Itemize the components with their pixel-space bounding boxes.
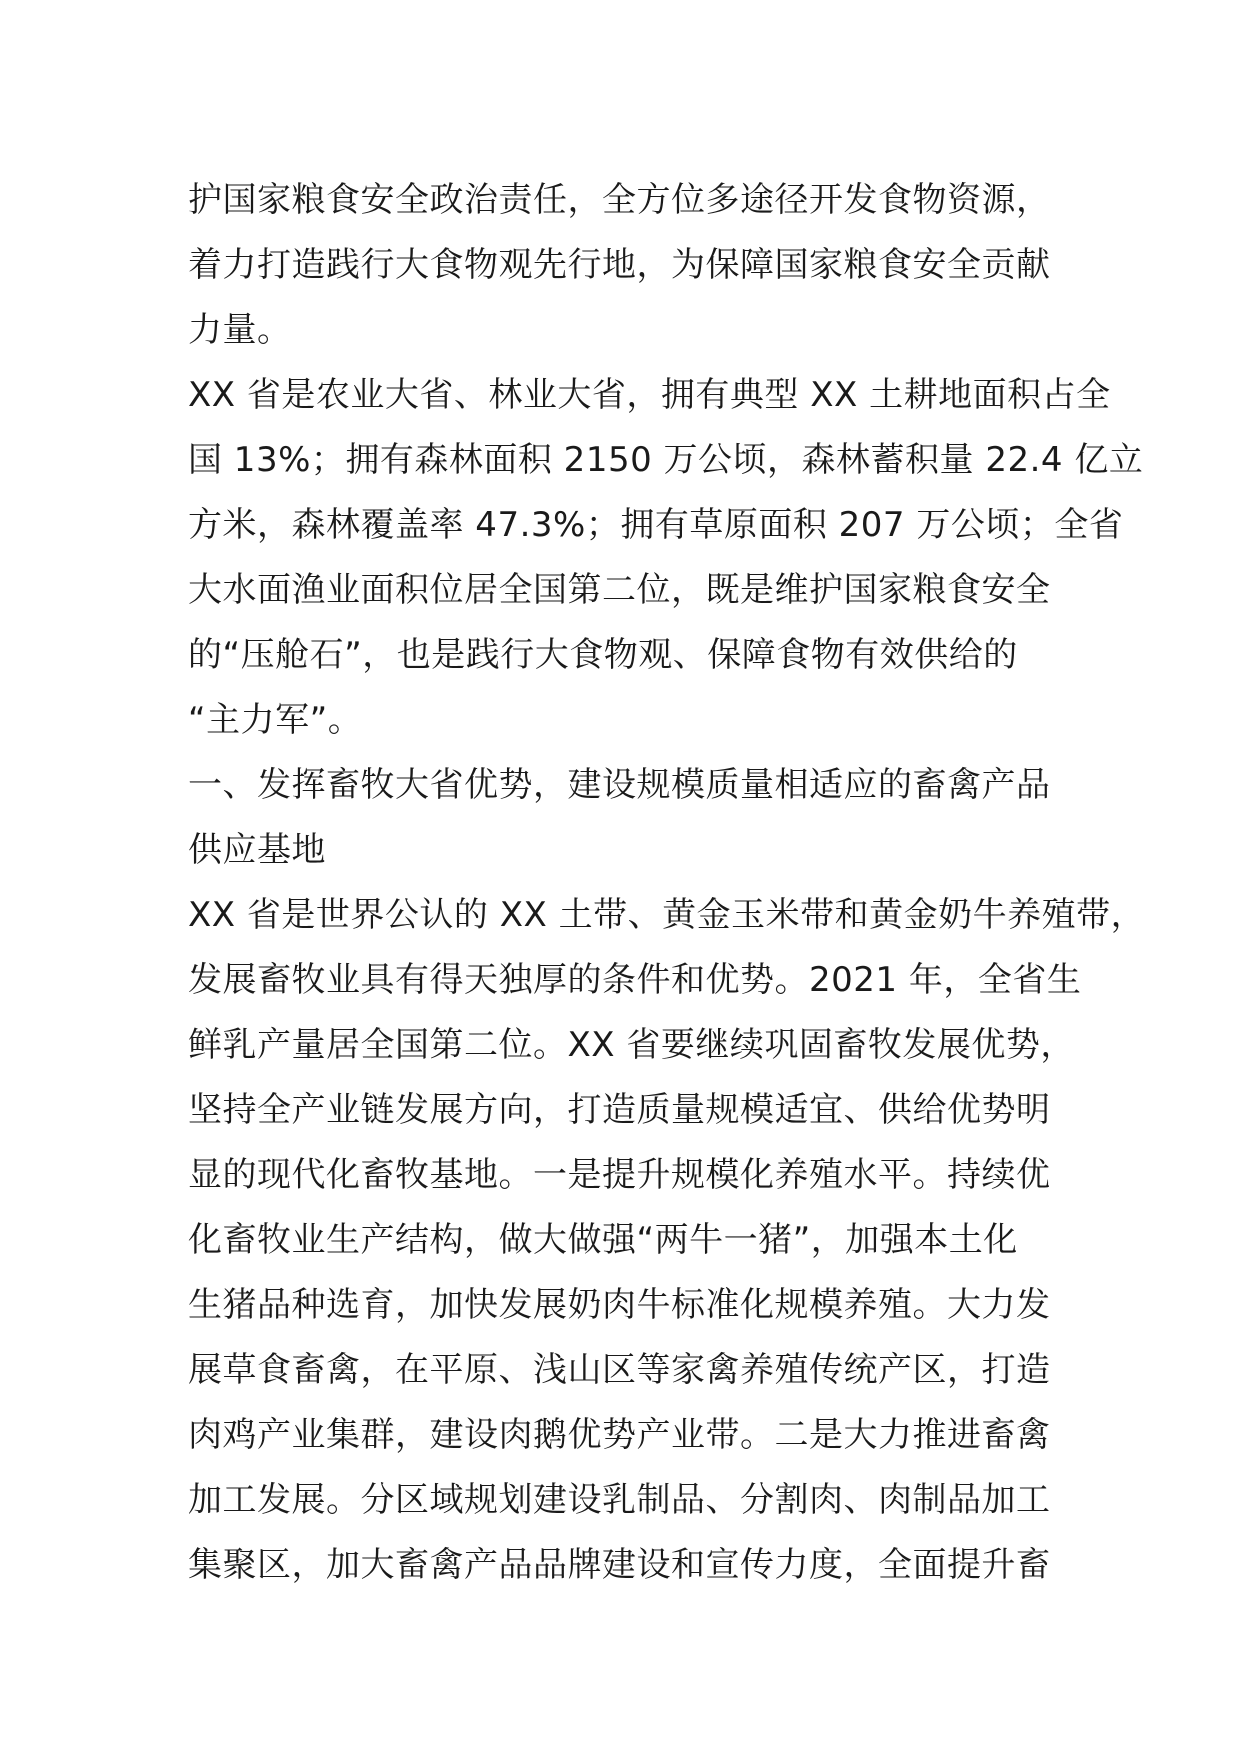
- text-line: 国 13%；拥有森林面积 2150 万公顷，森林蓄积量 22.4 亿立: [188, 440, 1144, 480]
- text-line: XX 省是世界公认的 XX 土带、黄金玉米带和黄金奶牛养殖带，: [188, 895, 1146, 935]
- text-line: “主力军”。: [188, 700, 363, 740]
- text-line: 展草食畜禽，在平原、浅山区等家禽养殖传统产区，打造: [188, 1350, 1051, 1390]
- text-line: 坚持全产业链发展方向，打造质量规模适宜、供给优势明: [188, 1090, 1051, 1130]
- text-line: 发展畜牧业具有得天独厚的条件和优势。2021 年，全省生: [188, 960, 1082, 1000]
- text-line: 方米，森林覆盖率 47.3%；拥有草原面积 207 万公顷；全省: [188, 505, 1124, 545]
- text-line: 加工发展。分区域规划建设乳制品、分割肉、肉制品加工: [188, 1480, 1051, 1520]
- document-body: [188, 168, 1146, 1598]
- text-line: 着力打造践行大食物观先行地，为保障国家粮食安全贡献: [188, 245, 1051, 285]
- text-line: 化畜牧业生产结构，做大做强“两牛一猪”，加强本土化: [188, 1220, 1018, 1260]
- text-line: 生猪品种选育，加快发展奶肉牛标准化规模养殖。大力发: [188, 1285, 1051, 1325]
- section-heading-line: 一、发挥畜牧大省优势，建设规模质量相适应的畜禽产品: [188, 765, 1051, 805]
- text-line: 显的现代化畜牧基地。一是提升规模化养殖水平。持续优: [188, 1155, 1051, 1195]
- text-line: 肉鸡产业集群，建设肉鹅优势产业带。二是大力推进畜禽: [188, 1415, 1051, 1455]
- text-line: 大水面渔业面积位居全国第二位，既是维护国家粮食安全: [188, 570, 1051, 610]
- text-line: 护国家粮食安全政治责任，全方位多途径开发食物资源，: [188, 180, 1051, 220]
- text-line: 力量。: [188, 310, 292, 350]
- text-line: 的“压舱石”，也是践行大食物观、保障食物有效供给的: [188, 635, 1018, 675]
- text-line: XX 省是农业大省、林业大省，拥有典型 XX 土耕地面积占全: [188, 375, 1111, 415]
- text-line: 鲜乳产量居全国第二位。XX 省要继续巩固畜牧发展优势，: [188, 1025, 1075, 1065]
- section-heading-line: 供应基地: [188, 830, 326, 870]
- text-line: 集聚区，加大畜禽产品品牌建设和宣传力度，全面提升畜: [188, 1545, 1051, 1585]
